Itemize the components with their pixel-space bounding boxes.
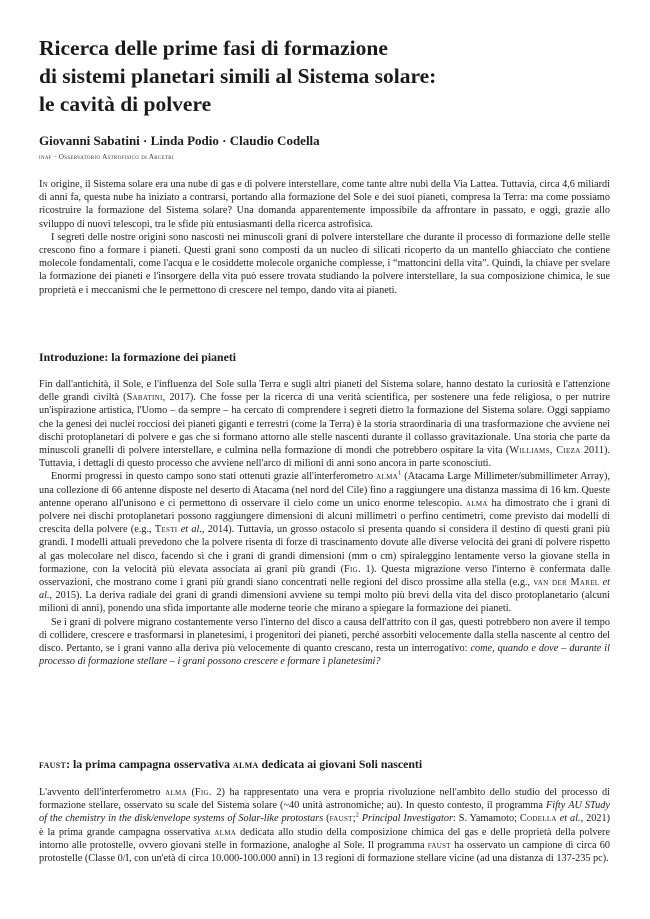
intro-paragraph-1: In origine, il Sistema solare era una nube di gas e di polvere interstellare, come tante altre nubi della Via Lattea. Tuttavia, circa 4,6 miliardi di anni fa, questa nube ha iniziato a contrarsi, portando alla formazione del Sole e dei suoi pianeti, compresa la Terra: ma come possiamo ricostruire la formazione del Sistema solare? Una domanda apparentemente impossibile da affrontare in passato, e oggi, grazie allo sviluppo di nuovi telescopi, tra le sfide più entusiasmanti della ricerca astrofisica. [39,179,610,230]
acronym: alma [376,471,398,483]
body-paragraph-3: Se i grani di polvere migrano costantemente verso l'interno del disco a causa dell'attrito con il gas, questi potrebbero non avere il tempo di collidere, crescere e trasformarsi in planetesimi, i progenitori dei pianeti, perché assorbiti velocemente dalla stella nascente al centro del disco. Pertanto, se i grani vanno alla deriva più velocemente di quanto crescano, resta un interrogativo: come, quando e dove – durante il processo di formazione stellare – i grani possono crescere e formare i planetesimi? [39,616,610,668]
citation: Williams, Cieza [509,445,581,457]
section-heading-introduction: Introduzione: la formazione dei pianeti [39,350,237,364]
author-list: Giovanni Sabatini · Linda Podio · Claudio Codella [39,133,320,148]
body-paragraph-2: Enormi progressi in questo campo sono stati ottenuti grazie all'interferometro alma$^1$ (Atacama Large Millimeter/submillimeter Array), una collezione di 66 antenne disposte nel deserto di Atacama (nel nord del Cile) fino a raggiungere una distanza massima di 16 km. Queste antenne operano all'unisono e ci permettono di osservare il cielo come un unico enorme telescopio. alma ha dimostrato che i grani di polvere nei dischi protoplanetari possono raggiungere dimensioni di alcuni millimetri o perfino centimetri, come previsto dai modelli di crescita della polvere (e.g., Testi et al., 2014). Tuttavia, un grosso ostacolo si presenta quando si considera il destino di questi grani più grandi. I modelli attuali prevedono che la polvere risenta di forze di trascinamento dovute alle diverse velocità dei grani di polvere rispetto al gas molecolare nel disco, facendo sì che i grani di grandi dimensioni (mm o cm) spiraleggino lentamente verso la giovane stella in formazione, con la velocità più elevata associata ai grani più grandi (Fig. 1). Questa migrazione verso l'interno è confermata dalle osservazioni, che mostrano come i grani più grandi siano concentrati nelle regioni del disco prossime alla stella (e.g., van der Marel et al., 2015). La deriva radiale dei grani di grandi dimensioni avviene su tempi molto più brevi della vita del disco protoplanetario (alcuni milioni di anni), ponendo una sfida importante alle moderne teorie che mirano a spiegare la formazione dei pianeti. [39,470,611,615]
author-affiliation: inaf · Osservatorio Astrofisico di Arcetri [39,153,174,161]
footnote-marker: 1 [397,470,402,478]
acronym: faust [427,839,451,851]
drop-lead: In [39,179,49,190]
introductory-text [39,178,610,297]
intro-paragraph-2: I segreti delle nostre origini sono nascosti nei minuscoli grani di polvere interstellare che durante il processo di formazione delle stelle crescono fino a formare i pianeti. Questi grani sono composti da un nucleo di silicati ricoperto da un mantello ghiacciato che contiene molecole fondamentali, come l'acqua e le cosiddette molecole organiche complesse, i “mattoncini della vita”. Quindi, la chiave per svelare la formazione dei pianeti e l'insorgere della vita può essere trovata studiando la polvere interstellare, la sua composizione chimica, le sue proprietà e i meccanismi che le permettono di crescere nel tempo, dando vita ai pianeti. [39,231,610,296]
figure-reference: Fig. [344,563,361,575]
section-introduction-body [39,378,610,668]
footnote-marker: 2 [355,812,359,819]
citation: van der Marel [533,577,600,589]
title-line-1: Ricerca delle prime fasi di formazione [39,36,388,60]
key-question: come, quando e dove – durante il processo di formazione stellare – i grani possono crescere e formare i planetesimi? [39,643,610,668]
body-paragraph-4: L'avvento dell'interferometro alma (Fig. 2) ha rappresentato una vera e propria rivoluzione nell'ambito dello studio del processo di formazione stellare, osservato su scale del Sistema solare (~40 unità astronomiche; au). In questo contesto, il programma Fifty AU STudy of the chemistry in the disk/envelope systems of Solar-like protostars (faust;$^2$ Principal Investigator: S. Yamamoto; Codella et al., 2021) è la prima grande campagna osservativa alma dedicata allo studio della composizione chimica del gas e delle proprietà della polvere intorno alle protostelle, ovvero giovani stelle in formazione, analoghe al Sole. Il programma faust ha osservato un campione di circa 60 protostelle (Classe 0/I, con un'età di circa 10.000-100.000 anni) in 13 regioni di formazione stellare vicine (ad una distanza di 137-235 pc). [39,787,610,865]
citation: Sabatini [126,392,163,404]
body-paragraph-1: Fin dall'antichità, il Sole, e l'influenza del Sole sulla Terra e sugli altri pianeti del Sistema solare, hanno destato la curiosità e l'attenzione delle grandi civiltà (Sabatini, 2017). Che fosse per la ricerca di una verità scientifica, per sostenere una fede religiosa, o per nutrire un'ispirazione artistica, l'Uomo – da sempre – ha cercato di comprendere i segreti dietro la formazione del Sistema solare. Oggi sappiamo che la genesi dei nuclei rocciosi dei pianeti giganti e terrestri (come la Terra) è la storia straordinaria di una trasformazione che avviene nei dischi protoplanetari di polvere e gas che si formano attorno alle stelle nascenti durante il collasso gravitazionale. Una storia che parte da minuscoli granelli di polvere interstellare, e culmina nella formazione di mondi che potrebbero ospitare la vita (Williams, Cieza 2011). Tuttavia, i dettagli di questo processo che avviene nell'arco di milioni di anni sono ancora in parte sconosciuti. [39,379,610,470]
figure-reference: Fig. [194,787,212,798]
acronym: alma [214,826,237,838]
article-title [39,34,599,118]
acronym: alma [465,497,488,509]
section-heading-faust: faust: la prima campagna osservativa alma dedicata ai giovani Soli nascenti [39,757,423,771]
title-line-2: di sistemi planetari simili al Sistema solare: [39,64,437,88]
acronym: alma [165,787,187,798]
citation: Testi [154,524,178,536]
section-faust-body [39,786,610,865]
title-line-3: le cavità di polvere [39,92,212,116]
acronym: faust [329,813,353,825]
citation: Codella [519,813,557,825]
